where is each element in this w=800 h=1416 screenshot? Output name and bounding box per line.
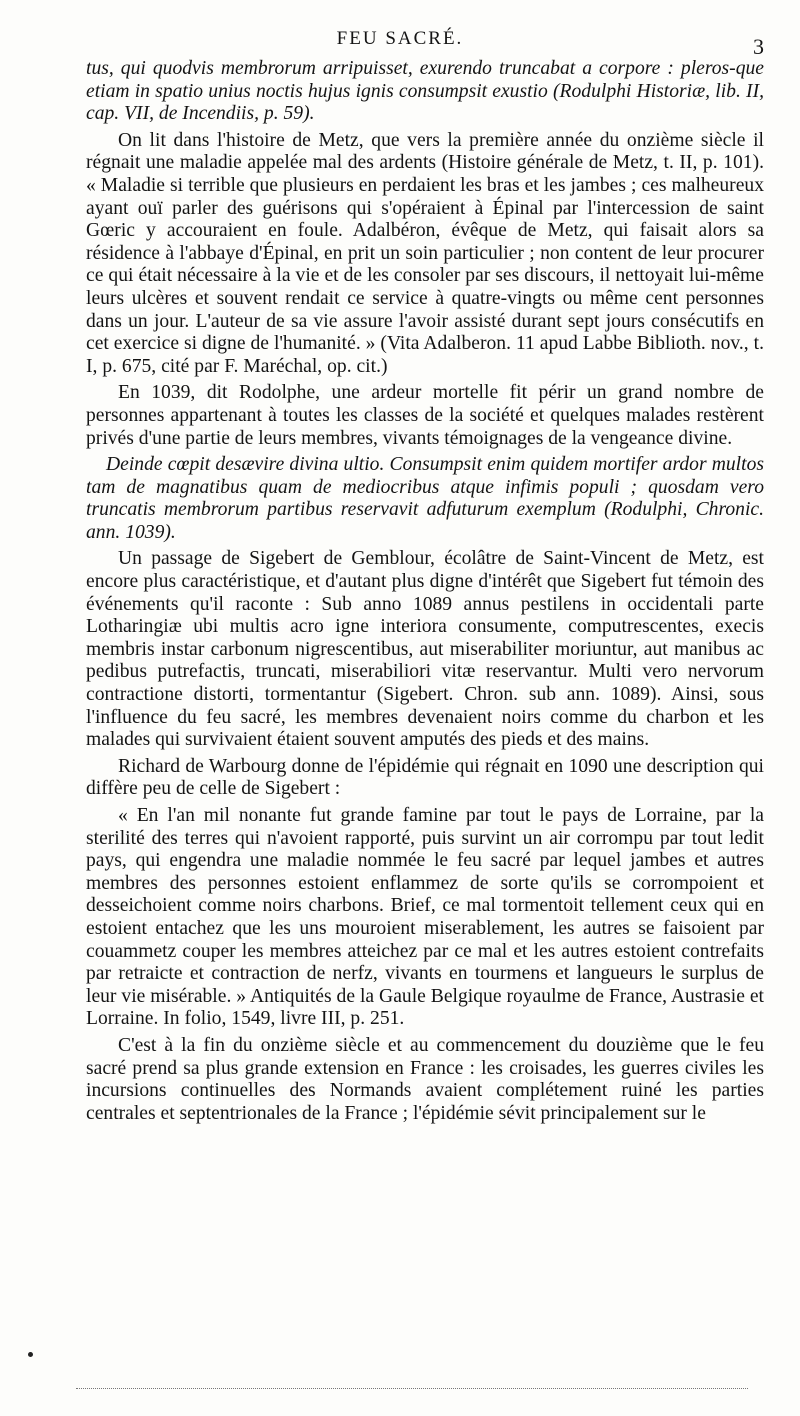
paragraph-richard-quote: « En l'an mil nonante fut grande famine par tout le pays de Lorraine, par la sterilité des terres qui n'avoient rapporté, puis survint un air corrompu par tout ledit pays, qui engendra une maladie nommée le feu sacré par lequel jambes et autres membres des personnes estoient enflammez de sorte qu'ils se corrompoient et desseichoient comme noirs charbons. Brief, ce mal tormentoit tellement ceux qui en estoient entachez que les uns mouroient miserablement, les autres se faisoient par couammetz couper les membres atteichez par ce mal et les autres estoient contrefaits par retraicte et contraction de nerfz, vivants en tourmens et langueurs le surplus de leur vie misérable. » Antiquités de la Gaule Belgique royaulme de France, Austrasie et Lorraine. In folio, 1549, livre III, p. 251.	[86, 805, 764, 1030]
running-head: FEU SACRÉ.	[336, 28, 464, 49]
body-text	[86, 58, 764, 1129]
paragraph-rodolphe-1039: En 1039, dit Rodolphe, une ardeur mortelle fit périr un grand nombre de personnes appartenant à toutes les classes de la société et quelques malades restèrent privés d'une partie de leurs membres, vivants témoignages de la vengeance divine.	[86, 382, 764, 449]
paragraph-sigebert: Un passage de Sigebert de Gemblour, écolâtre de Saint-Vincent de Metz, est encore plus caractéristique, et d'autant plus digne d'intérêt que Sigebert fut témoin des événements qu'il raconte : Sub anno 1089 annus pestilens in occidentali parte Lotharingiæ ubi multis acro igne interiora consumente, computrescentes, execis membris instar carbonum nigrescentibus, aut miserabiliter moriuntur, aut manibus ac pedibus putrefactis, truncati, miserabiliori vitæ reservantur. Multi vero nervorum contractione distorti, tormentantur (Sigebert. Chron. sub ann. 1089). Ainsi, sous l'influence du feu sacré, les membres devenaient noirs comme du charbon et les malades qui survivaient étaient souvent amputés des pieds et des mains.	[86, 548, 764, 751]
page-number: 3	[753, 34, 764, 59]
paragraph-richard-intro: Richard de Warbourg donne de l'épidémie qui régnait en 1090 une description qui diffère peu de celle de Sigebert :	[86, 755, 764, 800]
paragraph-metz-history: On lit dans l'histoire de Metz, que vers la première année du onzième siècle il régnait une maladie appelée mal des ardents (Histoire générale de Metz, t. II, p. 101). « Maladie si terrible que plusieurs en perdaient les bras et les jambes ; ces malheureux ayant ouï parler des guérisons qui s'opéraient à Épinal par l'intercession de saint Gœric y accouraient en foule. Adalbéron, évêque de Metz, qui faisait alors sa résidence à l'abbaye d'Épinal, en prit un soin particulier ; non content de leur procurer ce qui était nécessaire à la vie et de les consoler par ses discours, il nettoyait lui-même leurs ulcères et souvent rendait ce service à quatre-vingts ou même cent personnes dans un jour. L'auteur de sa vie assure l'avoir assisté durant sept jours consécutifs en cet exercice si digne de l'humanité. » (Vita Adalberon. 11 apud Labbe Biblioth. nov., t. I, p. 675, cité par F. Maréchal, op. cit.)	[86, 129, 764, 377]
paragraph-latin-continuation: tus, qui quodvis membrorum arripuisset, exurendo truncabat a corpore : pleros-que etiam in spatio unius noctis hujus ignis consumpsit exustio (Rodulphi Historiæ, lib. II, cap. VII, de Incendiis, p. 59).	[86, 58, 764, 125]
paragraph-latin-quote: Deinde cœpit desævire divina ultio. Consumpsit enim quidem mortifer ardor multos tam de magnatibus quam de mediocribus atque infimis populi ; quosdam vero truncatis membrorum partibus reservavit adfuturum exemplum (Rodulphi, Chronic. ann. 1039).	[86, 454, 764, 543]
footer-rule	[76, 1388, 748, 1389]
paragraph-eleventh-century: C'est à la fin du onzième siècle et au commencement du douzième que le feu sacré prend sa plus grande extension en France : les croisades, les guerres civiles les incursions continuelles des Normands avaient complétement ruiné les parties centrales et septentrionales de la France ; l'épidémie sévit principalement sur le	[86, 1034, 764, 1124]
margin-dot	[28, 1352, 33, 1357]
